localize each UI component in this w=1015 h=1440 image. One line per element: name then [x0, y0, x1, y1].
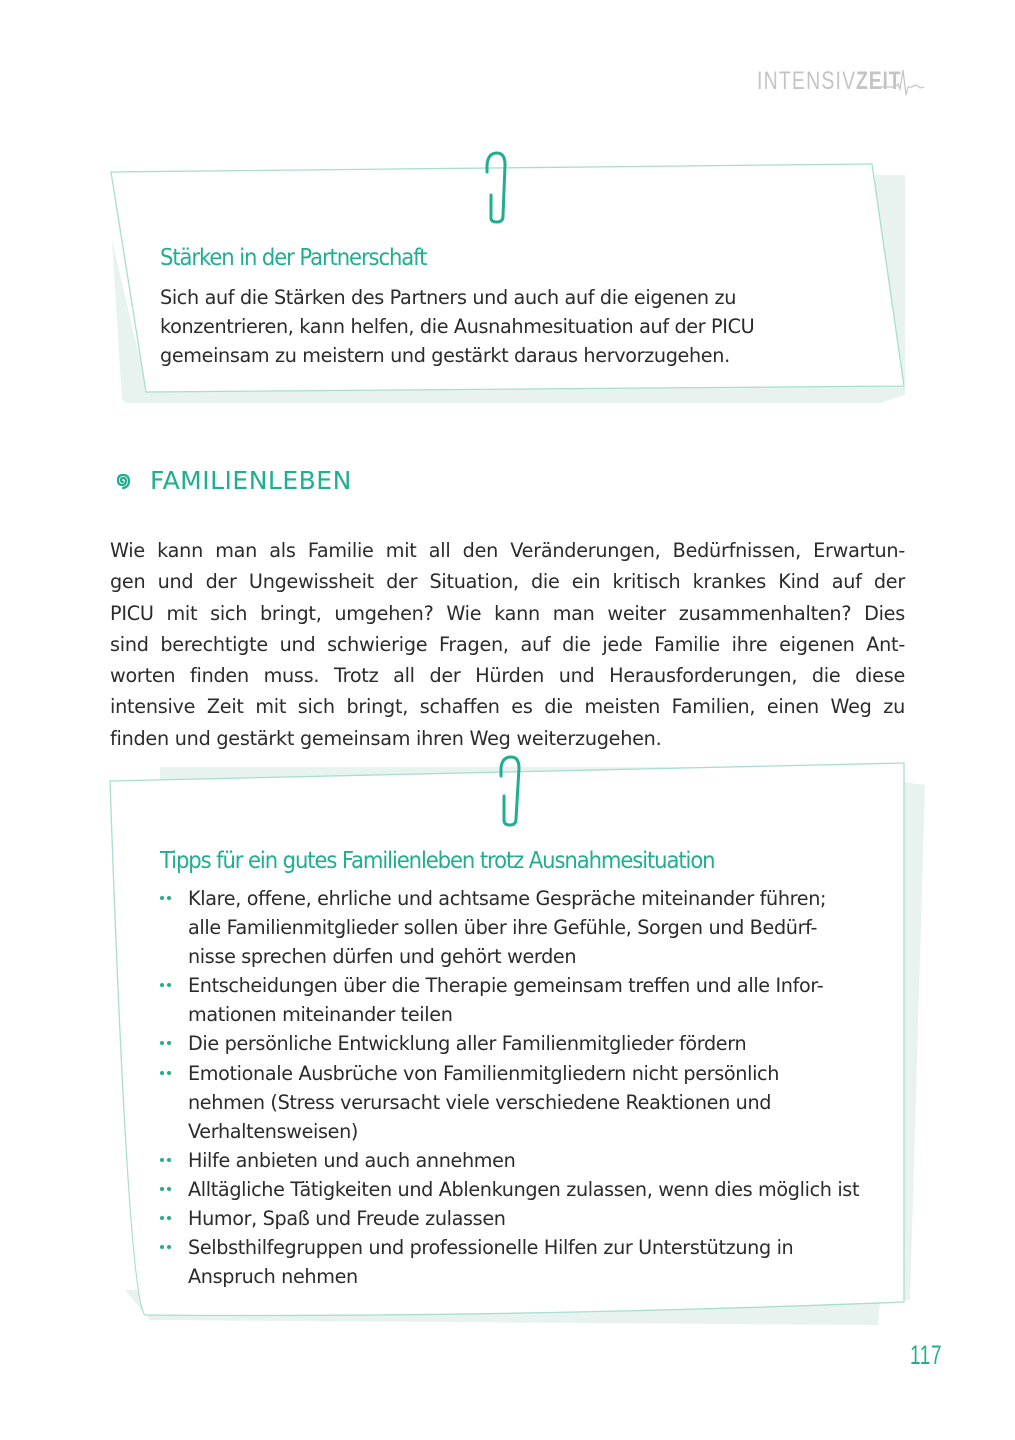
- bullet-icon: [160, 1216, 174, 1221]
- bullet-icon: [160, 983, 174, 988]
- list-item: Hilfe anbieten und auch annehmen: [160, 1146, 900, 1175]
- box1-text: [160, 283, 860, 370]
- body-line: Wie kann man als Familie mit all den Veränderungen, Bedürfnissen, Erwartun-: [110, 539, 905, 562]
- box1-line: konzentrieren, kann helfen, die Ausnahmesituation auf der PICU: [160, 315, 755, 338]
- box1-line: gemeinsam zu meistern und gestärkt daraus hervorzugehen.: [160, 344, 730, 367]
- list-item: Humor, Spaß und Freude zulassen: [160, 1204, 900, 1233]
- tips-list-container: [160, 884, 900, 1291]
- brand-bold: ZEIT: [856, 67, 902, 95]
- list-item: Entscheidungen über die Therapie gemeinsam treffen und alle Infor- mationen miteinander teilen: [160, 971, 900, 1029]
- brand-logo: [757, 64, 914, 94]
- bullet-icon: [160, 1187, 174, 1192]
- section-heading: [110, 466, 352, 495]
- body-paragraph: [110, 535, 905, 754]
- page-number: 117: [910, 1340, 943, 1370]
- box1-title: Stärken in der Partnerschaft: [160, 245, 427, 271]
- bullet-icon: [160, 1071, 174, 1076]
- box2-title: Tipps für ein gutes Familienleben trotz Ausnahmesituation: [160, 848, 715, 874]
- list-item: Emotionale Ausbrüche von Familienmitgliedern nicht persönlich nehmen (Stress verursacht viele verschiedene Reaktionen und Verhaltensweisen): [160, 1059, 900, 1146]
- spiral-icon: [110, 468, 136, 494]
- body-line: finden und gestärkt gemeinsam ihren Weg weiterzugehen.: [110, 726, 662, 750]
- section-title: FAMILIENLEBEN: [150, 466, 352, 495]
- body-line: intensive Zeit mit sich bringt, schaffen es die meisten Familien, einen Weg zu: [110, 695, 905, 719]
- bullet-icon: [160, 1158, 174, 1163]
- list-item: Alltägliche Tätigkeiten und Ablenkungen zulassen, wenn dies möglich ist: [160, 1175, 900, 1204]
- list-item: Die persönliche Entwicklung aller Familienmitglieder fördern: [160, 1029, 900, 1058]
- body-line: sind berechtigte und schwierige Fragen, auf die jede Familie ihre eigenen Ant-: [110, 632, 905, 656]
- body-line: PICU mit sich bringt, umgehen? Wie kann man weiter zusammenhalten? Dies: [110, 601, 905, 625]
- body-line: gen und der Ungewissheit der Situation, die ein kritisch krankes Kind auf der: [110, 570, 905, 594]
- list-item: Klare, offene, ehrliche und achtsame Gespräche miteinander führen; alle Familienmitglieder sollen über ihre Gefühle, Sorgen und Bedürf- nisse sprechen dürfen und gehört werden: [160, 884, 900, 971]
- box1-line: Sich auf die Stärken des Partners und auch auf die eigenen zu: [160, 286, 737, 309]
- bullet-icon: [160, 896, 174, 901]
- body-line: worten finden muss. Trotz all der Hürden und Herausforderungen, die diese: [110, 664, 905, 688]
- list-item: Selbsthilfegruppen und professionelle Hilfen zur Unterstützung in Anspruch nehmen: [160, 1233, 900, 1291]
- bullet-icon: [160, 1245, 174, 1250]
- box2-shadow-right: [903, 782, 925, 1300]
- tips-list: [160, 884, 900, 1291]
- bullet-icon: [160, 1041, 174, 1046]
- brand-light: INTENSIV: [757, 67, 857, 95]
